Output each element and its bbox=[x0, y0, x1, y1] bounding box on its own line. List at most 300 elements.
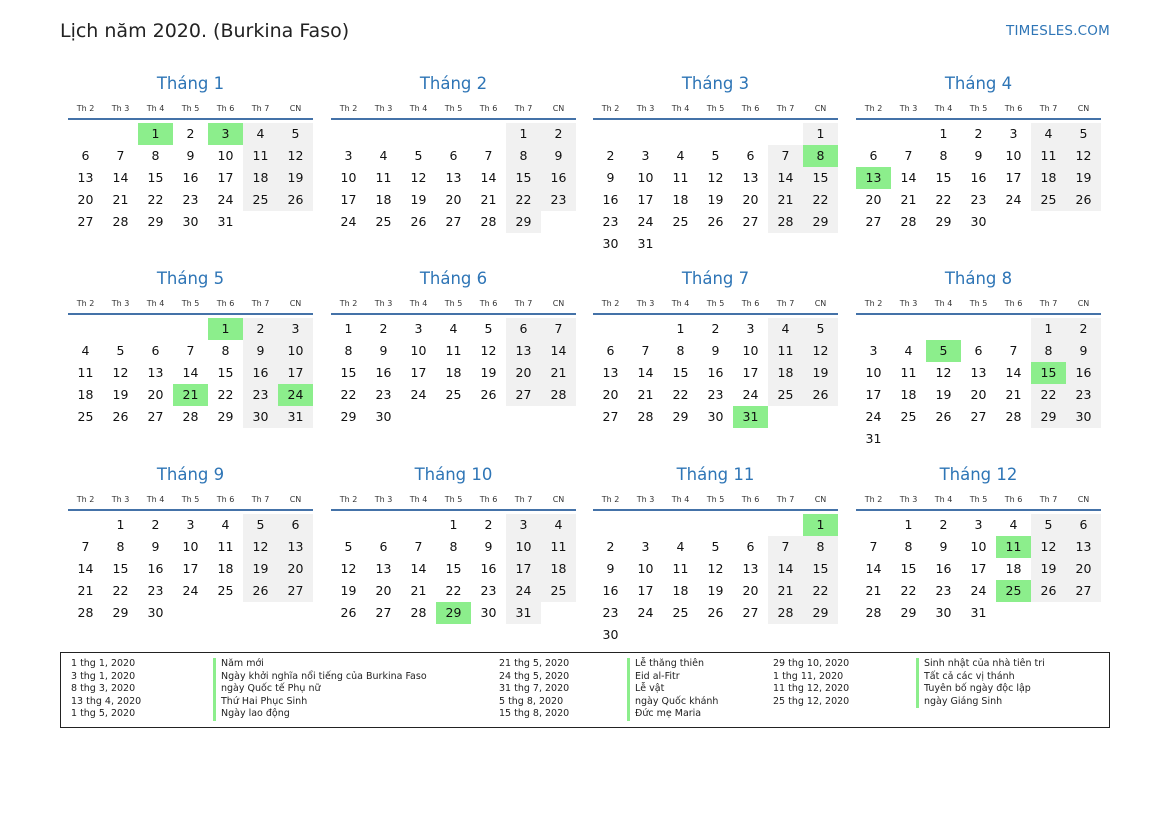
day-cell[interactable]: 6 bbox=[506, 318, 541, 340]
day-cell[interactable]: 8 bbox=[344, 343, 353, 358]
day-cell[interactable]: 22 bbox=[445, 583, 462, 598]
day-cell[interactable]: 12 bbox=[410, 170, 427, 185]
day-cell[interactable]: 23 bbox=[970, 192, 987, 207]
day-cell[interactable]: 24 bbox=[637, 214, 654, 229]
day-cell[interactable]: 30 bbox=[935, 605, 952, 620]
day-cell[interactable]: 11 bbox=[1031, 145, 1066, 167]
day-cell[interactable]: 16 bbox=[243, 362, 278, 384]
day-cell[interactable]: 4 bbox=[1009, 517, 1018, 532]
day-cell[interactable]: 29 bbox=[803, 602, 838, 624]
day-cell[interactable]: 6 bbox=[869, 148, 878, 163]
holiday-day-cell[interactable]: 8 bbox=[803, 145, 838, 167]
day-cell[interactable]: 22 bbox=[900, 583, 917, 598]
day-cell[interactable]: 12 bbox=[243, 536, 278, 558]
day-cell[interactable]: 12 bbox=[112, 365, 129, 380]
day-cell[interactable]: 18 bbox=[243, 167, 278, 189]
day-cell[interactable]: 29 bbox=[147, 214, 164, 229]
holiday-day-cell[interactable]: 1 bbox=[803, 514, 838, 536]
day-cell[interactable]: 20 bbox=[278, 558, 313, 580]
day-cell[interactable]: 4 bbox=[449, 321, 458, 336]
day-cell[interactable]: 12 bbox=[340, 561, 357, 576]
day-cell[interactable]: 7 bbox=[869, 539, 878, 554]
day-cell[interactable]: 23 bbox=[243, 384, 278, 406]
day-cell[interactable]: 6 bbox=[746, 539, 755, 554]
day-cell[interactable]: 4 bbox=[221, 517, 230, 532]
day-cell[interactable]: 2 bbox=[606, 539, 615, 554]
day-cell[interactable]: 28 bbox=[77, 605, 94, 620]
day-cell[interactable]: 19 bbox=[803, 362, 838, 384]
day-cell[interactable]: 29 bbox=[803, 211, 838, 233]
day-cell[interactable]: 24 bbox=[637, 605, 654, 620]
day-cell[interactable]: 25 bbox=[900, 409, 917, 424]
day-cell[interactable]: 13 bbox=[970, 365, 987, 380]
day-cell[interactable]: 25 bbox=[541, 580, 576, 602]
day-cell[interactable]: 7 bbox=[116, 148, 125, 163]
day-cell[interactable]: 24 bbox=[970, 583, 987, 598]
day-cell[interactable]: 15 bbox=[445, 561, 462, 576]
day-cell[interactable]: 23 bbox=[375, 387, 392, 402]
day-cell[interactable]: 1 bbox=[904, 517, 913, 532]
day-cell[interactable]: 1 bbox=[1031, 318, 1066, 340]
day-cell[interactable]: 17 bbox=[637, 192, 654, 207]
day-cell[interactable]: 25 bbox=[375, 214, 392, 229]
day-cell[interactable]: 16 bbox=[602, 192, 619, 207]
day-cell[interactable]: 22 bbox=[340, 387, 357, 402]
day-cell[interactable]: 27 bbox=[1066, 580, 1101, 602]
day-cell[interactable]: 23 bbox=[1066, 384, 1101, 406]
day-cell[interactable]: 16 bbox=[182, 170, 199, 185]
day-cell[interactable]: 7 bbox=[414, 539, 423, 554]
day-cell[interactable]: 29 bbox=[1031, 406, 1066, 428]
holiday-day-cell[interactable]: 25 bbox=[996, 580, 1031, 602]
day-cell[interactable]: 22 bbox=[217, 387, 234, 402]
day-cell[interactable]: 10 bbox=[1005, 148, 1022, 163]
day-cell[interactable]: 26 bbox=[410, 214, 427, 229]
day-cell[interactable]: 8 bbox=[221, 343, 230, 358]
day-cell[interactable]: 23 bbox=[602, 605, 619, 620]
day-cell[interactable]: 9 bbox=[541, 145, 576, 167]
day-cell[interactable]: 27 bbox=[742, 605, 759, 620]
day-cell[interactable]: 22 bbox=[506, 189, 541, 211]
day-cell[interactable]: 12 bbox=[707, 170, 724, 185]
holiday-day-cell[interactable]: 5 bbox=[926, 340, 961, 362]
day-cell[interactable]: 27 bbox=[970, 409, 987, 424]
day-cell[interactable]: 26 bbox=[935, 409, 952, 424]
day-cell[interactable]: 7 bbox=[904, 148, 913, 163]
day-cell[interactable]: 7 bbox=[186, 343, 195, 358]
day-cell[interactable]: 28 bbox=[768, 602, 803, 624]
day-cell[interactable]: 30 bbox=[243, 406, 278, 428]
day-cell[interactable]: 13 bbox=[506, 340, 541, 362]
day-cell[interactable]: 10 bbox=[182, 539, 199, 554]
day-cell[interactable]: 26 bbox=[278, 189, 313, 211]
day-cell[interactable]: 29 bbox=[217, 409, 234, 424]
day-cell[interactable]: 8 bbox=[803, 536, 838, 558]
day-cell[interactable]: 28 bbox=[112, 214, 129, 229]
day-cell[interactable]: 17 bbox=[182, 561, 199, 576]
day-cell[interactable]: 7 bbox=[1009, 343, 1018, 358]
day-cell[interactable]: 29 bbox=[900, 605, 917, 620]
day-cell[interactable]: 25 bbox=[77, 409, 94, 424]
day-cell[interactable]: 10 bbox=[970, 539, 987, 554]
day-cell[interactable]: 9 bbox=[151, 539, 160, 554]
day-cell[interactable]: 19 bbox=[1066, 167, 1101, 189]
day-cell[interactable]: 4 bbox=[676, 148, 685, 163]
day-cell[interactable]: 21 bbox=[1005, 387, 1022, 402]
day-cell[interactable]: 18 bbox=[375, 192, 392, 207]
day-cell[interactable]: 30 bbox=[970, 214, 987, 229]
day-cell[interactable]: 12 bbox=[935, 365, 952, 380]
day-cell[interactable]: 2 bbox=[606, 148, 615, 163]
day-cell[interactable]: 5 bbox=[414, 148, 423, 163]
day-cell[interactable]: 4 bbox=[379, 148, 388, 163]
day-cell[interactable]: 14 bbox=[768, 558, 803, 580]
day-cell[interactable]: 24 bbox=[1005, 192, 1022, 207]
day-cell[interactable]: 3 bbox=[746, 321, 755, 336]
day-cell[interactable]: 29 bbox=[935, 214, 952, 229]
day-cell[interactable]: 9 bbox=[974, 148, 983, 163]
day-cell[interactable]: 18 bbox=[1031, 167, 1066, 189]
day-cell[interactable]: 15 bbox=[672, 365, 689, 380]
day-cell[interactable]: 10 bbox=[340, 170, 357, 185]
day-cell[interactable]: 9 bbox=[186, 148, 195, 163]
day-cell[interactable]: 18 bbox=[672, 583, 689, 598]
day-cell[interactable]: 21 bbox=[865, 583, 882, 598]
holiday-day-cell[interactable]: 29 bbox=[436, 602, 471, 624]
day-cell[interactable]: 7 bbox=[81, 539, 90, 554]
day-cell[interactable]: 21 bbox=[768, 580, 803, 602]
day-cell[interactable]: 6 bbox=[1066, 514, 1101, 536]
day-cell[interactable]: 13 bbox=[742, 170, 759, 185]
day-cell[interactable]: 26 bbox=[707, 214, 724, 229]
day-cell[interactable]: 19 bbox=[480, 365, 497, 380]
day-cell[interactable]: 3 bbox=[414, 321, 423, 336]
day-cell[interactable]: 6 bbox=[81, 148, 90, 163]
day-cell[interactable]: 13 bbox=[445, 170, 462, 185]
day-cell[interactable]: 17 bbox=[637, 583, 654, 598]
day-cell[interactable]: 25 bbox=[672, 214, 689, 229]
day-cell[interactable]: 11 bbox=[900, 365, 917, 380]
day-cell[interactable]: 15 bbox=[217, 365, 234, 380]
day-cell[interactable]: 16 bbox=[1066, 362, 1101, 384]
day-cell[interactable]: 7 bbox=[641, 343, 650, 358]
day-cell[interactable]: 18 bbox=[1005, 561, 1022, 576]
day-cell[interactable]: 23 bbox=[707, 387, 724, 402]
day-cell[interactable]: 1 bbox=[676, 321, 685, 336]
day-cell[interactable]: 17 bbox=[865, 387, 882, 402]
day-cell[interactable]: 13 bbox=[1066, 536, 1101, 558]
day-cell[interactable]: 15 bbox=[340, 365, 357, 380]
day-cell[interactable]: 5 bbox=[803, 318, 838, 340]
day-cell[interactable]: 31 bbox=[506, 602, 541, 624]
day-cell[interactable]: 29 bbox=[506, 211, 541, 233]
day-cell[interactable]: 6 bbox=[379, 539, 388, 554]
day-cell[interactable]: 13 bbox=[77, 170, 94, 185]
day-cell[interactable]: 2 bbox=[974, 126, 983, 141]
day-cell[interactable]: 22 bbox=[672, 387, 689, 402]
day-cell[interactable]: 17 bbox=[410, 365, 427, 380]
day-cell[interactable]: 18 bbox=[77, 387, 94, 402]
day-cell[interactable]: 8 bbox=[1031, 340, 1066, 362]
day-cell[interactable]: 27 bbox=[506, 384, 541, 406]
day-cell[interactable]: 31 bbox=[217, 214, 234, 229]
day-cell[interactable]: 15 bbox=[803, 167, 838, 189]
day-cell[interactable]: 19 bbox=[707, 192, 724, 207]
day-cell[interactable]: 26 bbox=[112, 409, 129, 424]
day-cell[interactable]: 27 bbox=[278, 580, 313, 602]
day-cell[interactable]: 9 bbox=[484, 539, 493, 554]
day-cell[interactable]: 19 bbox=[278, 167, 313, 189]
day-cell[interactable]: 20 bbox=[375, 583, 392, 598]
day-cell[interactable]: 1 bbox=[449, 517, 458, 532]
day-cell[interactable]: 21 bbox=[637, 387, 654, 402]
day-cell[interactable]: 14 bbox=[1005, 365, 1022, 380]
day-cell[interactable]: 18 bbox=[217, 561, 234, 576]
day-cell[interactable]: 8 bbox=[116, 539, 125, 554]
day-cell[interactable]: 16 bbox=[602, 583, 619, 598]
day-cell[interactable]: 24 bbox=[182, 583, 199, 598]
day-cell[interactable]: 11 bbox=[541, 536, 576, 558]
day-cell[interactable]: 23 bbox=[147, 583, 164, 598]
day-cell[interactable]: 15 bbox=[147, 170, 164, 185]
day-cell[interactable]: 26 bbox=[480, 387, 497, 402]
day-cell[interactable]: 28 bbox=[768, 211, 803, 233]
day-cell[interactable]: 30 bbox=[375, 409, 392, 424]
day-cell[interactable]: 30 bbox=[707, 409, 724, 424]
day-cell[interactable]: 5 bbox=[484, 321, 493, 336]
holiday-day-cell[interactable]: 15 bbox=[1031, 362, 1066, 384]
day-cell[interactable]: 19 bbox=[340, 583, 357, 598]
day-cell[interactable]: 5 bbox=[344, 539, 353, 554]
day-cell[interactable]: 14 bbox=[77, 561, 94, 576]
day-cell[interactable]: 29 bbox=[112, 605, 129, 620]
holiday-day-cell[interactable]: 31 bbox=[733, 406, 768, 428]
day-cell[interactable]: 12 bbox=[1031, 536, 1066, 558]
day-cell[interactable]: 27 bbox=[602, 409, 619, 424]
day-cell[interactable]: 15 bbox=[935, 170, 952, 185]
day-cell[interactable]: 12 bbox=[480, 343, 497, 358]
day-cell[interactable]: 1 bbox=[506, 123, 541, 145]
day-cell[interactable]: 17 bbox=[340, 192, 357, 207]
day-cell[interactable]: 11 bbox=[77, 365, 94, 380]
day-cell[interactable]: 17 bbox=[970, 561, 987, 576]
day-cell[interactable]: 10 bbox=[410, 343, 427, 358]
holiday-day-cell[interactable]: 21 bbox=[173, 384, 208, 406]
day-cell[interactable]: 2 bbox=[186, 126, 195, 141]
day-cell[interactable]: 28 bbox=[865, 605, 882, 620]
day-cell[interactable]: 16 bbox=[147, 561, 164, 576]
day-cell[interactable]: 2 bbox=[541, 123, 576, 145]
day-cell[interactable]: 24 bbox=[742, 387, 759, 402]
day-cell[interactable]: 20 bbox=[1066, 558, 1101, 580]
day-cell[interactable]: 9 bbox=[379, 343, 388, 358]
day-cell[interactable]: 17 bbox=[278, 362, 313, 384]
day-cell[interactable]: 17 bbox=[742, 365, 759, 380]
day-cell[interactable]: 24 bbox=[506, 580, 541, 602]
day-cell[interactable]: 24 bbox=[340, 214, 357, 229]
day-cell[interactable]: 25 bbox=[672, 605, 689, 620]
day-cell[interactable]: 11 bbox=[768, 340, 803, 362]
holiday-day-cell[interactable]: 13 bbox=[856, 167, 891, 189]
day-cell[interactable]: 13 bbox=[147, 365, 164, 380]
day-cell[interactable]: 11 bbox=[243, 145, 278, 167]
day-cell[interactable]: 8 bbox=[449, 539, 458, 554]
day-cell[interactable]: 11 bbox=[445, 343, 462, 358]
day-cell[interactable]: 12 bbox=[278, 145, 313, 167]
day-cell[interactable]: 17 bbox=[506, 558, 541, 580]
day-cell[interactable]: 10 bbox=[217, 148, 234, 163]
day-cell[interactable]: 8 bbox=[939, 148, 948, 163]
day-cell[interactable]: 6 bbox=[746, 148, 755, 163]
day-cell[interactable]: 24 bbox=[217, 192, 234, 207]
holiday-day-cell[interactable]: 11 bbox=[996, 536, 1031, 558]
day-cell[interactable]: 31 bbox=[865, 431, 882, 446]
day-cell[interactable]: 2 bbox=[939, 517, 948, 532]
day-cell[interactable]: 4 bbox=[243, 123, 278, 145]
day-cell[interactable]: 22 bbox=[935, 192, 952, 207]
day-cell[interactable]: 26 bbox=[243, 580, 278, 602]
day-cell[interactable]: 26 bbox=[340, 605, 357, 620]
day-cell[interactable]: 27 bbox=[375, 605, 392, 620]
day-cell[interactable]: 16 bbox=[480, 561, 497, 576]
day-cell[interactable]: 2 bbox=[151, 517, 160, 532]
day-cell[interactable]: 14 bbox=[865, 561, 882, 576]
day-cell[interactable]: 30 bbox=[480, 605, 497, 620]
day-cell[interactable]: 4 bbox=[676, 539, 685, 554]
holiday-day-cell[interactable]: 1 bbox=[138, 123, 173, 145]
day-cell[interactable]: 21 bbox=[410, 583, 427, 598]
holiday-day-cell[interactable]: 1 bbox=[208, 318, 243, 340]
day-cell[interactable]: 21 bbox=[480, 192, 497, 207]
day-cell[interactable]: 14 bbox=[900, 170, 917, 185]
day-cell[interactable]: 25 bbox=[243, 189, 278, 211]
day-cell[interactable]: 11 bbox=[217, 539, 234, 554]
day-cell[interactable]: 20 bbox=[865, 192, 882, 207]
day-cell[interactable]: 5 bbox=[116, 343, 125, 358]
day-cell[interactable]: 8 bbox=[151, 148, 160, 163]
day-cell[interactable]: 25 bbox=[217, 583, 234, 598]
day-cell[interactable]: 30 bbox=[602, 236, 619, 251]
day-cell[interactable]: 3 bbox=[869, 343, 878, 358]
day-cell[interactable]: 19 bbox=[410, 192, 427, 207]
day-cell[interactable]: 9 bbox=[606, 561, 615, 576]
day-cell[interactable]: 14 bbox=[541, 340, 576, 362]
day-cell[interactable]: 12 bbox=[707, 561, 724, 576]
day-cell[interactable]: 8 bbox=[676, 343, 685, 358]
holiday-day-cell[interactable]: 3 bbox=[208, 123, 243, 145]
day-cell[interactable]: 8 bbox=[506, 145, 541, 167]
day-cell[interactable]: 19 bbox=[112, 387, 129, 402]
day-cell[interactable]: 21 bbox=[541, 362, 576, 384]
day-cell[interactable]: 13 bbox=[742, 561, 759, 576]
day-cell[interactable]: 28 bbox=[900, 214, 917, 229]
day-cell[interactable]: 16 bbox=[707, 365, 724, 380]
day-cell[interactable]: 21 bbox=[900, 192, 917, 207]
day-cell[interactable]: 27 bbox=[865, 214, 882, 229]
day-cell[interactable]: 22 bbox=[1031, 384, 1066, 406]
day-cell[interactable]: 26 bbox=[1066, 189, 1101, 211]
day-cell[interactable]: 3 bbox=[974, 517, 983, 532]
day-cell[interactable]: 14 bbox=[637, 365, 654, 380]
day-cell[interactable]: 18 bbox=[541, 558, 576, 580]
day-cell[interactable]: 27 bbox=[147, 409, 164, 424]
day-cell[interactable]: 28 bbox=[410, 605, 427, 620]
day-cell[interactable]: 24 bbox=[410, 387, 427, 402]
day-cell[interactable]: 3 bbox=[1009, 126, 1018, 141]
day-cell[interactable]: 31 bbox=[970, 605, 987, 620]
day-cell[interactable]: 2 bbox=[379, 321, 388, 336]
day-cell[interactable]: 14 bbox=[182, 365, 199, 380]
day-cell[interactable]: 6 bbox=[151, 343, 160, 358]
day-cell[interactable]: 2 bbox=[484, 517, 493, 532]
day-cell[interactable]: 31 bbox=[278, 406, 313, 428]
day-cell[interactable]: 23 bbox=[602, 214, 619, 229]
day-cell[interactable]: 14 bbox=[768, 167, 803, 189]
day-cell[interactable]: 1 bbox=[803, 123, 838, 145]
day-cell[interactable]: 7 bbox=[484, 148, 493, 163]
day-cell[interactable]: 11 bbox=[375, 170, 392, 185]
day-cell[interactable]: 30 bbox=[602, 627, 619, 642]
day-cell[interactable]: 27 bbox=[445, 214, 462, 229]
day-cell[interactable]: 27 bbox=[77, 214, 94, 229]
day-cell[interactable]: 20 bbox=[602, 387, 619, 402]
day-cell[interactable]: 3 bbox=[186, 517, 195, 532]
day-cell[interactable]: 13 bbox=[278, 536, 313, 558]
day-cell[interactable]: 1 bbox=[939, 126, 948, 141]
day-cell[interactable]: 31 bbox=[637, 236, 654, 251]
day-cell[interactable]: 19 bbox=[935, 387, 952, 402]
day-cell[interactable]: 28 bbox=[541, 384, 576, 406]
day-cell[interactable]: 19 bbox=[707, 583, 724, 598]
site-link[interactable]: TIMESLES.COM bbox=[1006, 23, 1110, 39]
day-cell[interactable]: 30 bbox=[147, 605, 164, 620]
day-cell[interactable]: 6 bbox=[606, 343, 615, 358]
day-cell[interactable]: 20 bbox=[445, 192, 462, 207]
day-cell[interactable]: 18 bbox=[672, 192, 689, 207]
day-cell[interactable]: 22 bbox=[147, 192, 164, 207]
day-cell[interactable]: 18 bbox=[768, 362, 803, 384]
day-cell[interactable]: 14 bbox=[410, 561, 427, 576]
day-cell[interactable]: 21 bbox=[112, 192, 129, 207]
day-cell[interactable]: 3 bbox=[506, 514, 541, 536]
day-cell[interactable]: 22 bbox=[803, 580, 838, 602]
day-cell[interactable]: 2 bbox=[1066, 318, 1101, 340]
day-cell[interactable]: 19 bbox=[243, 558, 278, 580]
day-cell[interactable]: 15 bbox=[506, 167, 541, 189]
day-cell[interactable]: 26 bbox=[803, 384, 838, 406]
day-cell[interactable]: 10 bbox=[278, 340, 313, 362]
day-cell[interactable]: 20 bbox=[970, 387, 987, 402]
day-cell[interactable]: 25 bbox=[1031, 189, 1066, 211]
day-cell[interactable]: 25 bbox=[445, 387, 462, 402]
day-cell[interactable]: 3 bbox=[278, 318, 313, 340]
day-cell[interactable]: 24 bbox=[865, 409, 882, 424]
day-cell[interactable]: 12 bbox=[1066, 145, 1101, 167]
day-cell[interactable]: 5 bbox=[1066, 123, 1101, 145]
day-cell[interactable]: 10 bbox=[742, 343, 759, 358]
day-cell[interactable]: 15 bbox=[803, 558, 838, 580]
day-cell[interactable]: 11 bbox=[672, 170, 689, 185]
day-cell[interactable]: 13 bbox=[602, 365, 619, 380]
day-cell[interactable]: 3 bbox=[641, 539, 650, 554]
day-cell[interactable]: 4 bbox=[904, 343, 913, 358]
day-cell[interactable]: 8 bbox=[904, 539, 913, 554]
day-cell[interactable]: 6 bbox=[449, 148, 458, 163]
day-cell[interactable]: 9 bbox=[939, 539, 948, 554]
holiday-day-cell[interactable]: 24 bbox=[278, 384, 313, 406]
day-cell[interactable]: 15 bbox=[900, 561, 917, 576]
day-cell[interactable]: 5 bbox=[278, 123, 313, 145]
